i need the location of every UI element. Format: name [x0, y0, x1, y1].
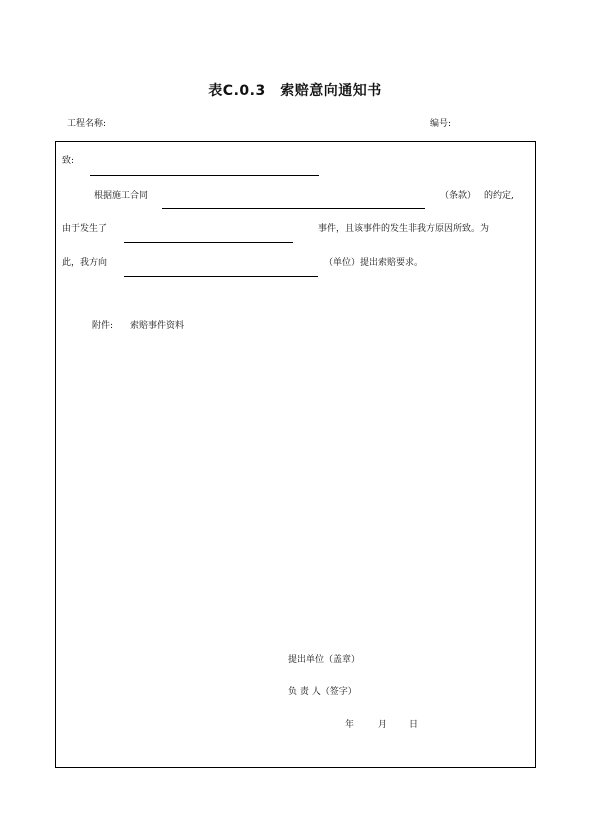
year-label: 年 [345, 720, 355, 730]
addressee-blank-line[interactable] [90, 175, 319, 176]
page-title: 表C.0.3 索赔意向通知书 [208, 83, 382, 99]
attachment-value: 索赔事件资料 [130, 321, 185, 331]
event-prefix-text: 由于发生了 [62, 224, 108, 234]
month-label: 月 [378, 720, 388, 730]
contract-blank-line[interactable] [162, 208, 425, 209]
attachment-label: 附件: [92, 321, 114, 331]
day-label: 日 [409, 720, 419, 730]
event-suffix-text: 事件，且该事件的发生非我方原因所致。为 [318, 224, 490, 234]
contract-prefix-text: 根据施工合同 [94, 191, 149, 201]
submitting-unit-label: 提出单位（盖章） [288, 655, 361, 665]
project-name-label: 工程名称: [67, 119, 107, 129]
event-blank-line[interactable] [124, 242, 293, 243]
responsible-person-label: 负 责 人（签字） [288, 687, 357, 697]
number-label: 编号: [430, 119, 452, 129]
claim-prefix-text: 此，我方向 [62, 258, 108, 268]
agreement-suffix-text: 的约定, [484, 191, 514, 201]
form-frame [55, 141, 536, 768]
to-label: 致: [62, 156, 75, 166]
unit-blank-line[interactable] [124, 276, 318, 277]
claim-suffix-text: （单位）提出索赔要求。 [324, 258, 424, 268]
clause-text: （条款） [440, 191, 477, 201]
